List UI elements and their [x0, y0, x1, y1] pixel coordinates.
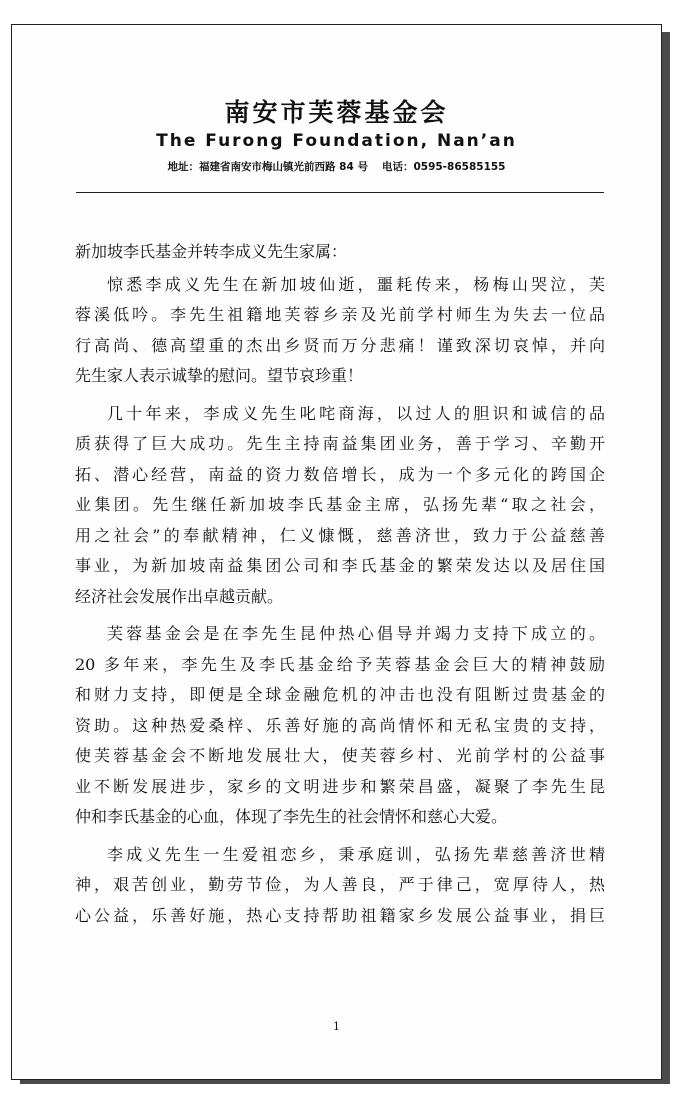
paragraph-line: 惊悉李成义先生在新加坡仙逝，噩耗传来，杨梅山哭泣，芙 — [107, 274, 605, 294]
letterhead-contact — [12, 159, 661, 174]
header-divider — [76, 192, 604, 193]
paragraph-3 — [75, 619, 605, 833]
letterhead-address: 地址：福建省南安市梅山镇光前西路 84 号 — [167, 161, 368, 173]
letter-greeting: 新加坡李氏基金并转李成义先生家属： — [75, 242, 348, 261]
paragraph-line: 神，艰苦创业，勤劳节俭，为人善良，严于律己，宽厚待人，热 — [75, 875, 605, 894]
paragraph-line: 事业，为新加坡南益集团公司和李氏基金的繁荣发达以及居住国 — [75, 556, 605, 575]
paragraph-line: 使芙蓉基金会不断地发展壮大，使芙蓉乡村、光前学村的公益事 — [75, 746, 605, 765]
paragraph-line: 心公益，乐善好施，热心支持帮助祖籍家乡发展公益事业，捐巨 — [75, 905, 605, 925]
letterhead-subtitle: The Furong Foundation, Nan’an — [156, 131, 517, 151]
paragraph-line: 芙蓉基金会是在李先生昆仲热心倡导并竭力支持下成立的。 — [107, 624, 605, 643]
paragraph-line: 李成义先生一生爱祖恋乡，秉承庭训，弘扬先辈慈善济世精 — [107, 844, 605, 864]
page-number: 1 — [333, 1020, 340, 1033]
letterhead-phone: 电话：0595-86585155 — [381, 161, 506, 173]
paragraph-line: 蓉溪低吟。李先生祖籍地芙蓉乡亲及光前学村师生为失去一位品 — [75, 305, 605, 324]
paragraph-line: 行高尚、德高望重的杰出乡贤而万分悲痛！谨致深切哀悼，并向 — [75, 335, 605, 355]
paragraph-line: 用之社会”的奉献精神，仁义慷慨，慈善济世，致力于公益慈善 — [75, 525, 605, 545]
paragraph-line: 仲和李氏基金的心血，体现了李先生的社会情怀和慈心大爱。 — [75, 807, 508, 826]
document-page — [11, 24, 662, 1080]
paragraph-line: 几十年来，李成义先生叱咤商海，以过人的胆识和诚信的品 — [107, 403, 605, 423]
letterhead-title: 南安市芙蓉基金会 — [224, 98, 449, 127]
paragraph-line: 20 多年来，李先生及李氏基金给予芙蓉基金会巨大的精神鼓励 — [75, 654, 605, 674]
letter-body — [75, 237, 605, 938]
paragraph-2 — [75, 399, 605, 613]
paragraph-line: 资助。这种热爱桑梓、乐善好施的高尚情怀和无私宝贵的支持， — [75, 715, 605, 735]
paragraph-1 — [75, 270, 605, 392]
paragraph-line: 先生家人表示诚挚的慰问。望节哀珍重！ — [75, 366, 364, 385]
paragraph-line: 经济社会发展作出卓越贡献。 — [75, 586, 284, 606]
paragraph-line: 业集团。先生继任新加坡李氏基金主席，弘扬先辈“取之社会， — [75, 495, 605, 514]
paragraph-line: 拓、潜心经营，南益的资力数倍增长，成为一个多元化的跨国企 — [75, 464, 605, 484]
paragraph-line: 业不断发展进步，家乡的文明进步和繁荣昌盛，凝聚了李先生昆 — [75, 776, 605, 796]
paragraph-4 — [75, 840, 605, 932]
paragraph-line: 和财力支持，即便是全球金融危机的冲击也没有阻断过贵基金的 — [75, 685, 605, 704]
paragraph-line: 质获得了巨大成功。先生主持南益集团业务，善于学习、辛勤开 — [75, 434, 605, 453]
